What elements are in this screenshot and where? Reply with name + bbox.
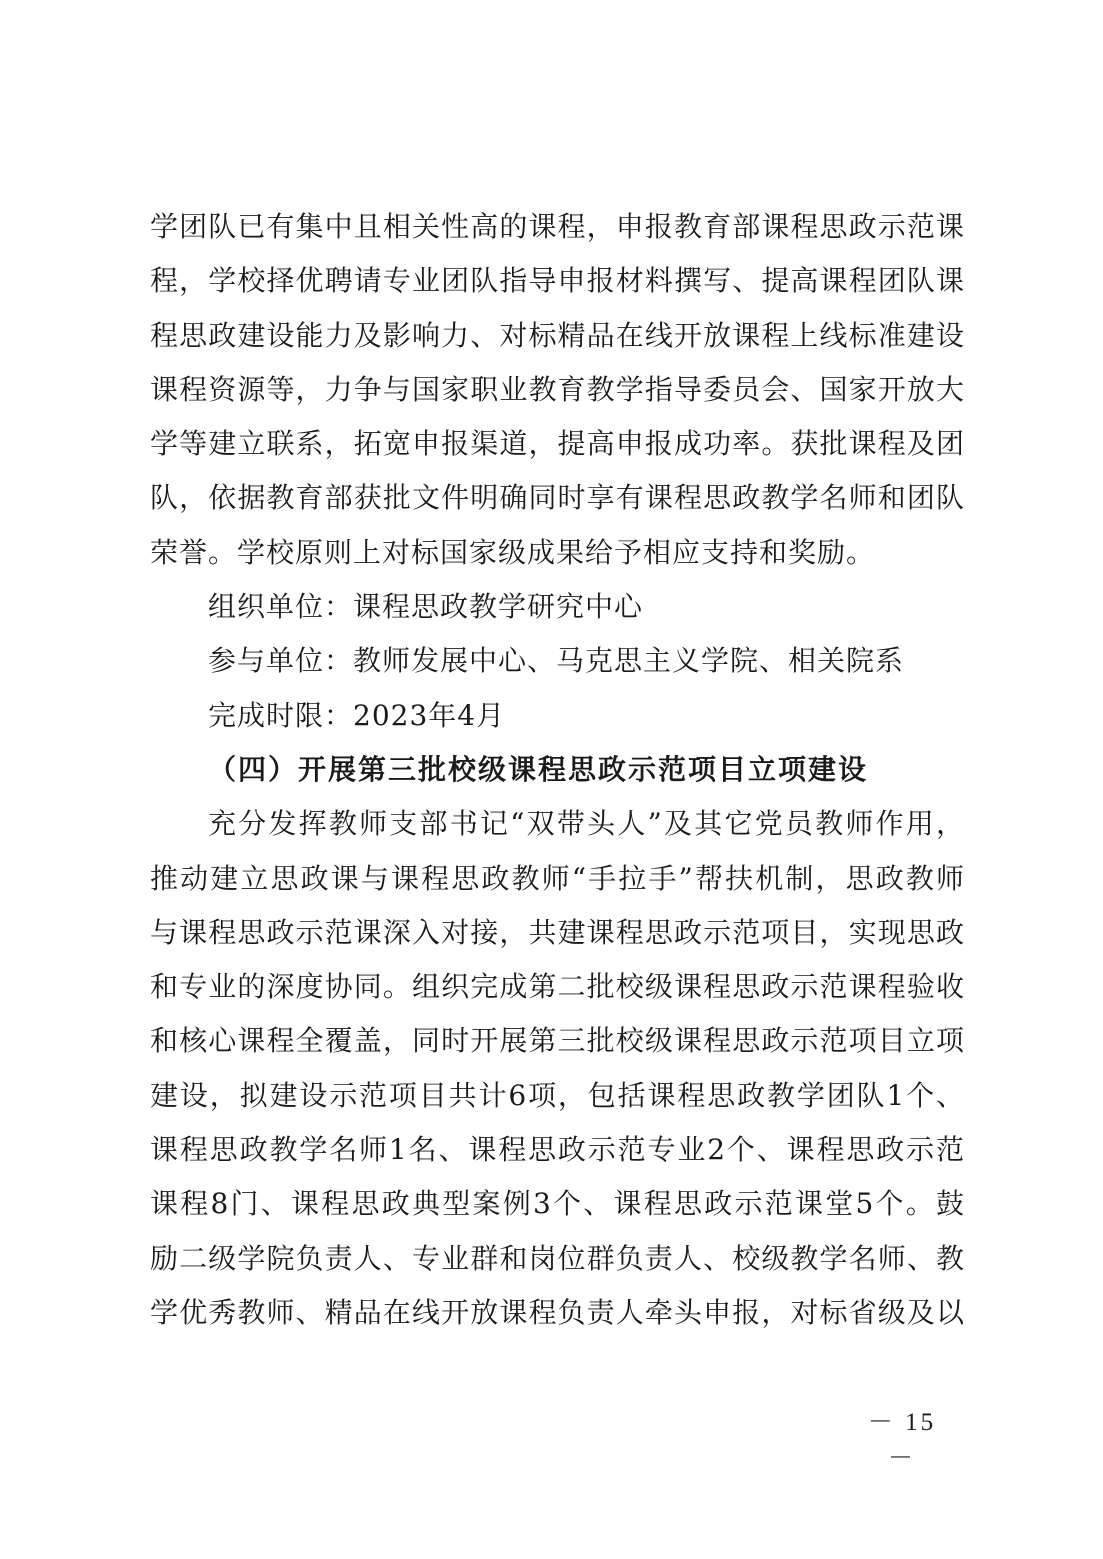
- body-line: 课程8门、课程思政典型案例3个、课程思政示范课堂5个。鼓: [150, 1187, 965, 1221]
- body-line: 建设，拟建设示范项目共计6项，包括课程思政教学团队1个、: [150, 1078, 965, 1112]
- organizing-unit: 组织单位：课程思政教学研究中心: [208, 590, 644, 624]
- section-heading: （四）开展第三批校级课程思政示范项目立项建设: [208, 752, 869, 786]
- body-line: 学优秀教师、精品在线开放课程负责人牵头申报，对标省级及以: [150, 1295, 965, 1329]
- body-line: 队，依据教育部获批文件明确同时享有课程思政教学名师和团队: [150, 481, 965, 515]
- body-line: 充分发挥教师支部书记“双带头人”及其它党员教师作用，: [208, 807, 965, 841]
- body-line: 学等建立联系，拓宽申报渠道，提高申报成功率。获批课程及团: [150, 427, 965, 461]
- participating-units: 参与单位：教师发展中心、马克思主义学院、相关院系: [208, 644, 905, 678]
- body-line: 程思政建设能力及影响力、对标精品在线开放课程上线标准建设: [150, 318, 965, 352]
- page-number: － 15 －: [867, 1409, 937, 1472]
- body-line: 推动建立思政课与课程思政教师“手拉手”帮扶机制，思政教师: [150, 861, 965, 895]
- page-body: [150, 200, 965, 1340]
- body-line: 荣誉。学校原则上对标国家级成果给予相应支持和奖励。: [150, 535, 876, 569]
- body-line: 课程思政教学名师1名、课程思政示范专业2个、课程思政示范: [150, 1133, 965, 1167]
- body-line: 和专业的深度协同。组织完成第二批校级课程思政示范课程验收: [150, 970, 965, 1004]
- body-line: 学团队已有集中且相关性高的课程，申报教育部课程思政示范课: [150, 210, 965, 243]
- completion-deadline: 完成时限：2023年4月: [208, 698, 506, 732]
- body-line: 程，学校择优聘请专业团队指导申报材料撰写、提高课程团队课: [150, 264, 965, 298]
- body-line: 课程资源等，力争与国家职业教育教学指导委员会、国家开放大: [150, 372, 965, 406]
- body-line: 与课程思政示范课深入对接，共建课程思政示范项目，实现思政: [150, 915, 965, 949]
- body-line: 励二级学院负责人、专业群和岗位群负责人、校级教学名师、教: [150, 1241, 965, 1275]
- body-line: 和核心课程全覆盖，同时开展第三批校级课程思政示范项目立项: [150, 1024, 965, 1058]
